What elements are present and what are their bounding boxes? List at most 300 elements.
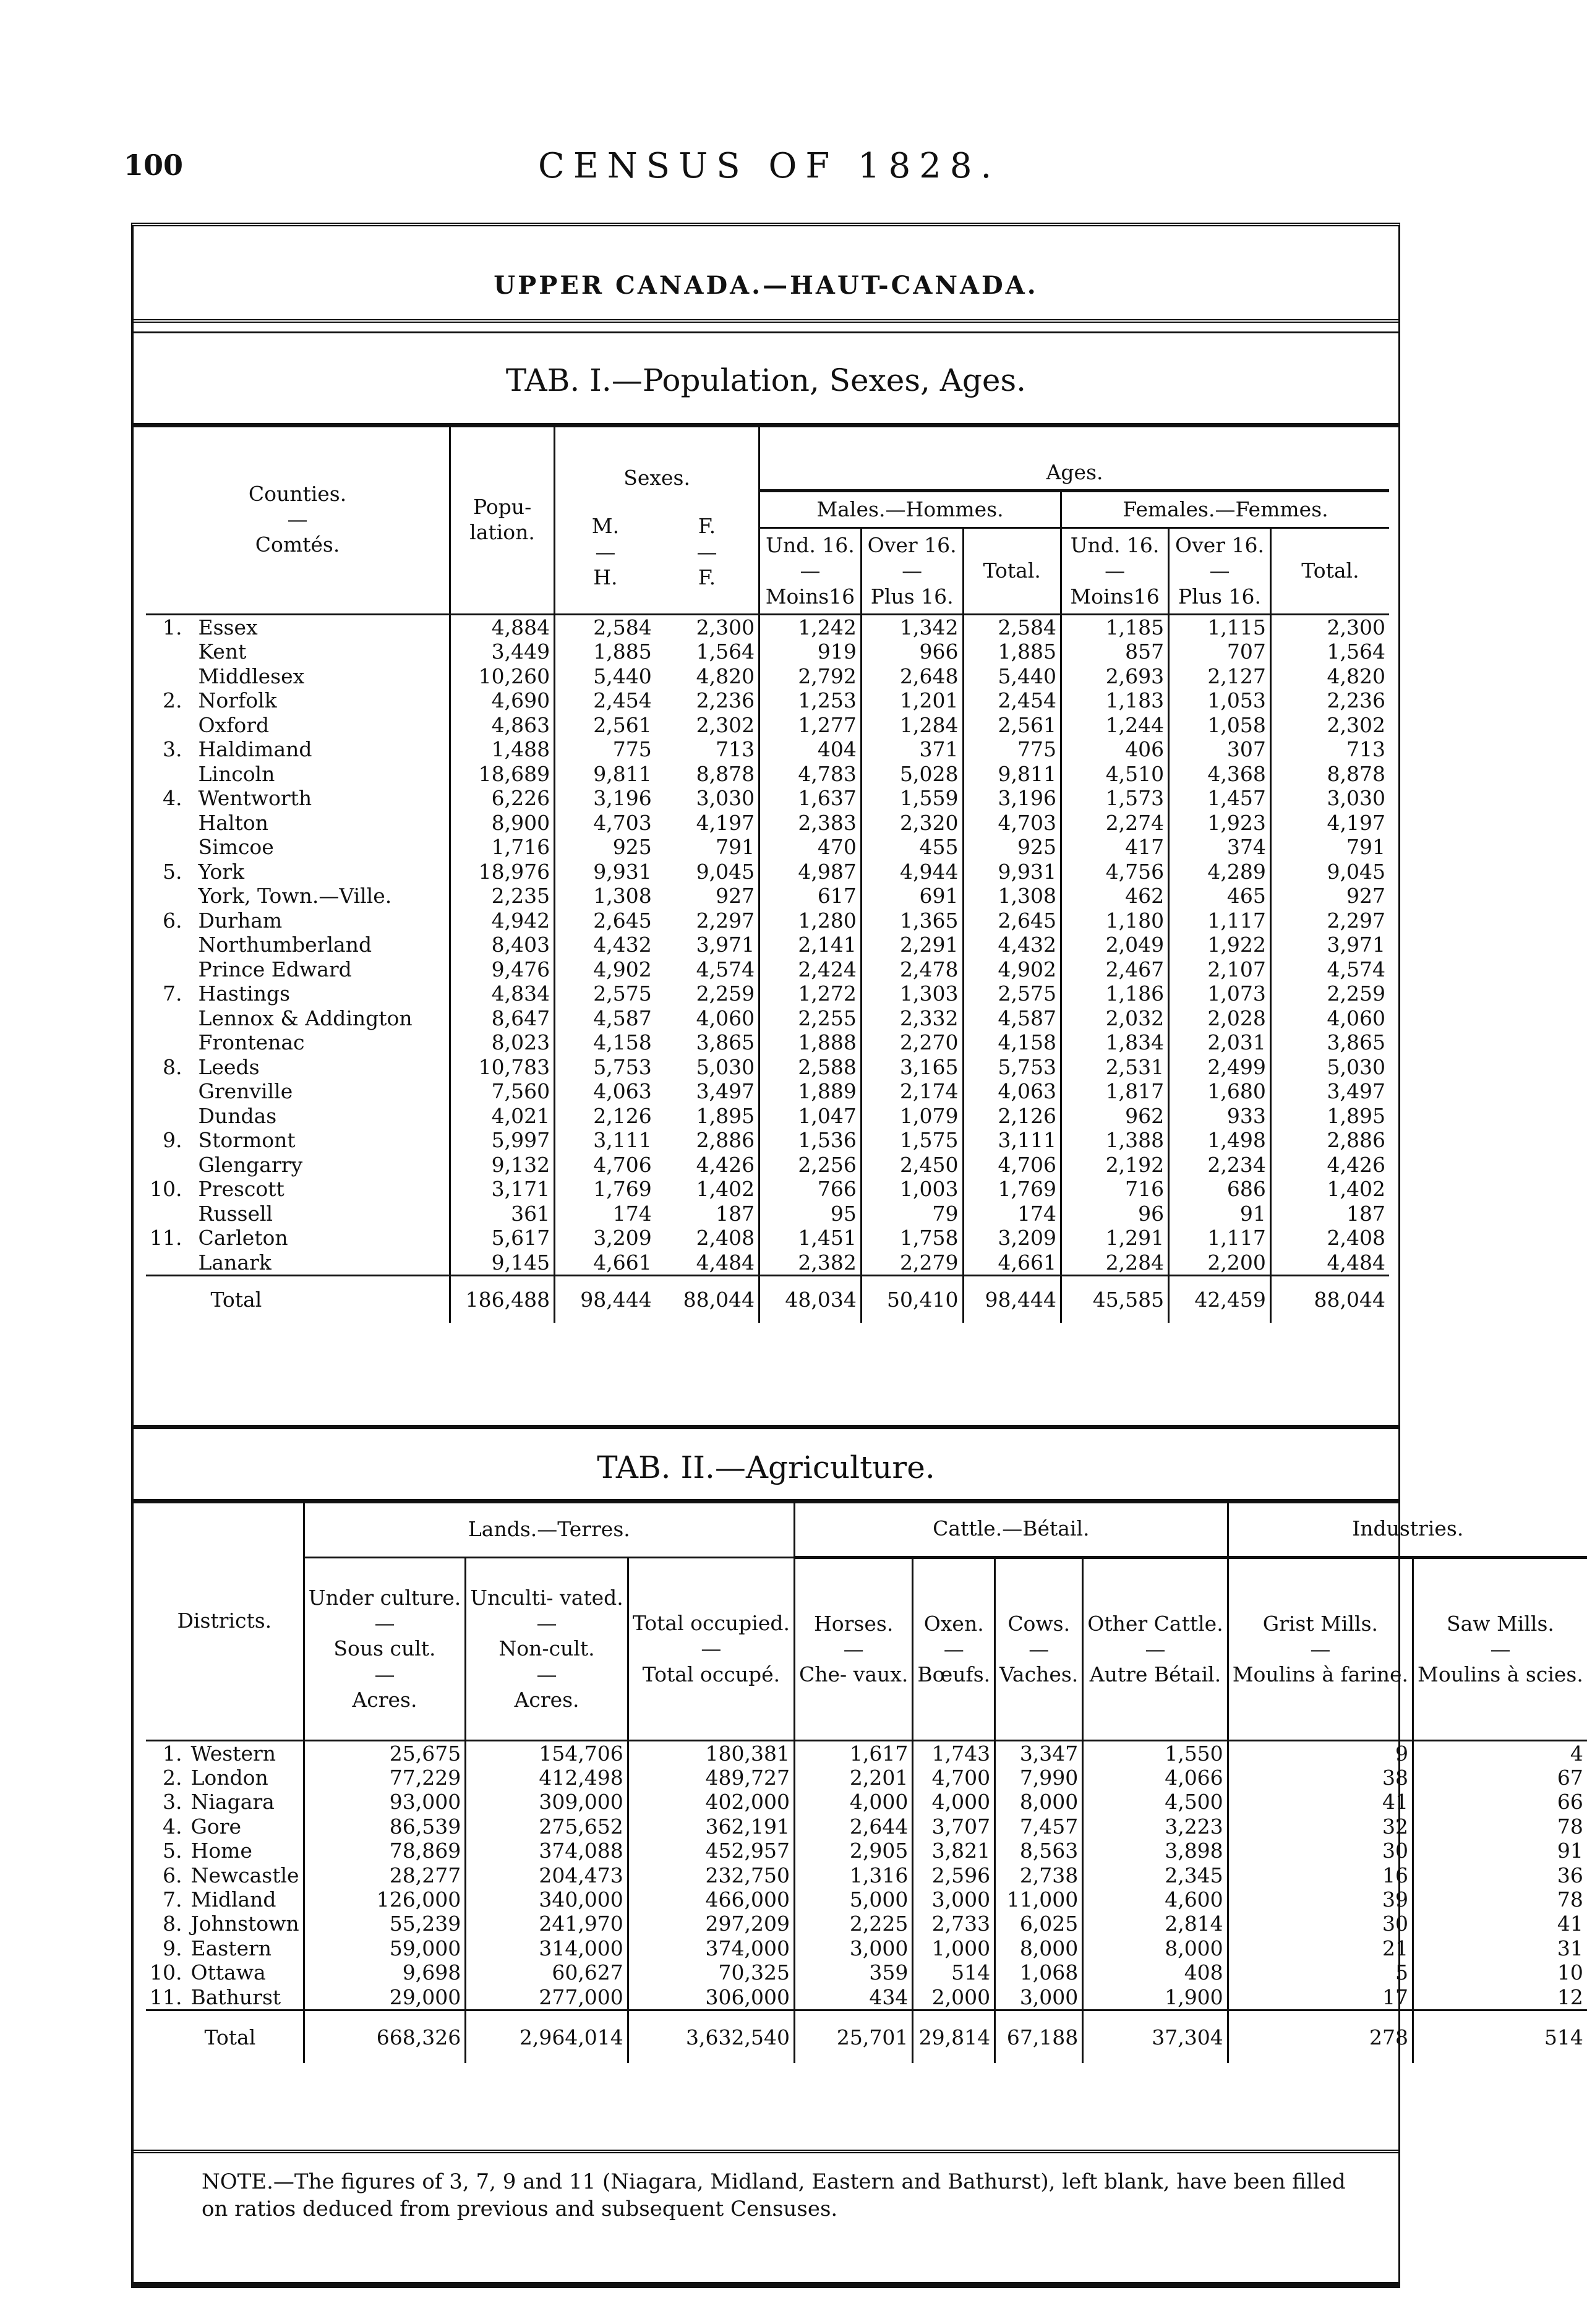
divider bbox=[134, 331, 1398, 333]
table-cell: 2,259 bbox=[696, 981, 755, 1006]
table-cell: 925 bbox=[963, 835, 1061, 860]
table-cell: 60,627 bbox=[466, 1960, 628, 1984]
table-row bbox=[146, 1912, 1587, 1936]
group-number bbox=[146, 811, 186, 835]
county-name: Leeds bbox=[198, 1054, 260, 1079]
table-cell: 4,000 bbox=[795, 1790, 913, 1814]
table-cell: 3,971 bbox=[696, 933, 755, 957]
table-row bbox=[146, 835, 1389, 860]
table-cell: 8,900 bbox=[450, 811, 555, 835]
table-cell: 79 bbox=[861, 1202, 963, 1226]
table-cell: 1,498 bbox=[1169, 1128, 1271, 1153]
table-cell: 1,550 bbox=[1083, 1740, 1228, 1766]
table-cell: 2,174 bbox=[861, 1079, 963, 1104]
group-number bbox=[146, 1153, 186, 1177]
group-number: 3. bbox=[162, 737, 182, 761]
table-cell: 2,383 bbox=[759, 811, 862, 835]
table-cell: 713 bbox=[716, 737, 755, 761]
table-cell: 3,000 bbox=[995, 1985, 1083, 2010]
table-cell: 1,201 bbox=[861, 688, 963, 713]
table-cell: 309,000 bbox=[466, 1790, 628, 1814]
table-cell: 455 bbox=[861, 835, 963, 860]
table-cell: 3,171 bbox=[450, 1177, 555, 1202]
table-cell: 2,225 bbox=[795, 1912, 913, 1936]
table-cell: 1,244 bbox=[1061, 713, 1168, 738]
total-cell: 42,459 bbox=[1169, 1276, 1271, 1323]
table-row bbox=[146, 1128, 1389, 1153]
county-name: Russell bbox=[198, 1201, 273, 1226]
table-cell: 4,942 bbox=[450, 908, 555, 933]
table-cell: 402,000 bbox=[628, 1790, 794, 1814]
table-row bbox=[146, 1250, 1389, 1276]
table-cell: 2,302 bbox=[1270, 713, 1389, 738]
table-cell: 9 bbox=[1228, 1740, 1413, 1766]
table-cell: 489,727 bbox=[628, 1766, 794, 1790]
table-cell: 2,259 bbox=[1270, 981, 1389, 1006]
district-name: Eastern bbox=[190, 1936, 272, 1960]
table-cell: 5,617 bbox=[450, 1226, 555, 1250]
county-name: Simcoe bbox=[198, 835, 274, 859]
county-name: Haldimand bbox=[198, 737, 312, 761]
table-cell: 36 bbox=[1413, 1863, 1587, 1887]
table-row bbox=[146, 762, 1389, 787]
table-cell: 4,368 bbox=[1169, 762, 1271, 787]
table-cell: 4,484 bbox=[1270, 1250, 1389, 1276]
total-cell: 668,326 bbox=[304, 2010, 466, 2063]
total-label: Total bbox=[204, 2025, 256, 2049]
total-cell: 29,814 bbox=[913, 2010, 995, 2063]
county-name: York bbox=[198, 859, 245, 884]
table-row bbox=[146, 737, 1389, 762]
table-cell: 4,197 bbox=[1270, 811, 1389, 835]
district-number: 1. bbox=[162, 1741, 182, 1766]
table-cell: 2,192 bbox=[1061, 1153, 1168, 1177]
table-cell: 21 bbox=[1228, 1936, 1413, 1960]
county-name: Middlesex bbox=[198, 664, 305, 688]
table-cell: 1,079 bbox=[861, 1104, 963, 1129]
table-cell: 2,028 bbox=[1169, 1006, 1271, 1031]
table-row bbox=[146, 1030, 1389, 1055]
table-cell: 1,365 bbox=[861, 908, 963, 933]
table-cell: 2,588 bbox=[759, 1055, 862, 1080]
group-number: 5. bbox=[162, 859, 182, 884]
table-cell: 2,575 bbox=[555, 981, 656, 1006]
table-cell: 1,068 bbox=[995, 1960, 1083, 1984]
table-cell: 5,030 bbox=[1270, 1055, 1389, 1080]
tab1-title: TAB. I.—Population, Sexes, Ages. bbox=[505, 362, 1027, 398]
ages-header: Ages. bbox=[759, 425, 1389, 490]
county-name: Lanark bbox=[198, 1250, 272, 1275]
table-cell: 1,457 bbox=[1169, 786, 1271, 811]
table-cell: 2,107 bbox=[1169, 957, 1271, 982]
m-header: M. — H. bbox=[555, 490, 656, 614]
table-cell: 1,617 bbox=[795, 1740, 913, 1766]
group-number: 7. bbox=[162, 981, 182, 1006]
table-cell: 452,957 bbox=[628, 1839, 794, 1863]
agriculture-table bbox=[146, 1502, 1587, 2063]
district-number: 3. bbox=[162, 1790, 182, 1814]
table-cell: 2,382 bbox=[759, 1250, 862, 1276]
table-cell: 1,280 bbox=[759, 908, 862, 933]
table-cell: 1,000 bbox=[913, 1936, 995, 1960]
total-cell: 48,034 bbox=[759, 1276, 862, 1323]
sexes-header: Sexes. bbox=[555, 425, 759, 490]
total-label: Total bbox=[210, 1287, 262, 1312]
table-cell: 2,584 bbox=[963, 614, 1061, 639]
table-cell: 1,186 bbox=[1061, 981, 1168, 1006]
table-cell: 4,574 bbox=[696, 957, 755, 981]
district-name: Ottawa bbox=[190, 1960, 266, 1985]
district-number: 2. bbox=[162, 1765, 182, 1790]
counties-header: Counties. — Comtés. bbox=[248, 481, 347, 557]
table-cell: 9,811 bbox=[555, 762, 656, 787]
table-cell: 4,587 bbox=[963, 1006, 1061, 1031]
table-cell: 232,750 bbox=[628, 1863, 794, 1887]
table-row bbox=[146, 688, 1389, 713]
table-cell: 3,497 bbox=[1270, 1079, 1389, 1104]
total-cell: 88,044 bbox=[683, 1287, 755, 1312]
table-cell: 404 bbox=[759, 737, 862, 762]
table-cell: 1,923 bbox=[1169, 811, 1271, 835]
table-cell: 93,000 bbox=[304, 1790, 466, 1814]
total-cell: 2,964,014 bbox=[466, 2010, 628, 2063]
table-cell: 2,127 bbox=[1169, 664, 1271, 689]
group-number bbox=[146, 835, 186, 860]
group-number bbox=[146, 639, 186, 664]
table-cell: 2,408 bbox=[696, 1226, 755, 1250]
table-cell: 4,706 bbox=[555, 1153, 656, 1177]
saw-mills-header: Saw Mills. — Moulins à scies. bbox=[1413, 1557, 1587, 1740]
table-cell: 4,783 bbox=[759, 762, 862, 787]
table-row bbox=[146, 933, 1389, 957]
table-cell: 1,047 bbox=[759, 1104, 862, 1129]
table-cell: 2,792 bbox=[759, 664, 862, 689]
table-cell: 1,559 bbox=[861, 786, 963, 811]
table-cell: 4,500 bbox=[1083, 1790, 1228, 1814]
table-cell: 4,902 bbox=[963, 957, 1061, 982]
table-cell: 2,693 bbox=[1061, 664, 1168, 689]
table-cell: 8,000 bbox=[995, 1790, 1083, 1814]
district-number: 11. bbox=[150, 1984, 182, 2009]
table-cell: 9,931 bbox=[555, 860, 656, 884]
table-cell: 5,000 bbox=[795, 1887, 913, 1912]
table-cell: 466,000 bbox=[628, 1887, 794, 1912]
table-row bbox=[146, 786, 1389, 811]
census-frame bbox=[131, 223, 1583, 2288]
district-name: Western bbox=[190, 1741, 276, 1766]
table-cell: 3,865 bbox=[1270, 1030, 1389, 1055]
divider bbox=[134, 2150, 1398, 2153]
table-row bbox=[146, 1960, 1587, 1984]
table-cell: 2,000 bbox=[913, 1985, 995, 2010]
table-row bbox=[146, 1202, 1389, 1226]
horses-header: Horses. — Che- vaux. bbox=[795, 1557, 913, 1740]
table-row bbox=[146, 860, 1389, 884]
cows-header: Cows. — Vaches. bbox=[995, 1557, 1083, 1740]
table-cell: 38 bbox=[1228, 1766, 1413, 1790]
table-cell: 17 bbox=[1228, 1985, 1413, 2010]
table-cell: 180,381 bbox=[628, 1740, 794, 1766]
table-cell: 2,256 bbox=[759, 1153, 862, 1177]
group-number: 9. bbox=[162, 1128, 182, 1152]
table-cell: 2,561 bbox=[555, 713, 656, 738]
table-cell: 4,756 bbox=[1061, 860, 1168, 884]
table-cell: 8,878 bbox=[1270, 762, 1389, 787]
table-cell: 2,200 bbox=[1169, 1250, 1271, 1276]
table-cell: 31 bbox=[1413, 1936, 1587, 1960]
group-number: 4. bbox=[162, 786, 182, 810]
table-row bbox=[146, 1177, 1389, 1202]
group-number bbox=[146, 1250, 186, 1276]
table-cell: 1,117 bbox=[1169, 908, 1271, 933]
table-cell: 314,000 bbox=[466, 1936, 628, 1960]
table-cell: 927 bbox=[716, 884, 755, 908]
county-name: Frontenac bbox=[198, 1030, 305, 1054]
table-cell: 154,706 bbox=[466, 1740, 628, 1766]
table-cell: 41 bbox=[1413, 1912, 1587, 1936]
table-cell: 5,440 bbox=[963, 664, 1061, 689]
table-cell: 9,145 bbox=[450, 1250, 555, 1276]
table-cell: 3,209 bbox=[963, 1226, 1061, 1250]
table-cell: 241,970 bbox=[466, 1912, 628, 1936]
total-cell: 98,444 bbox=[963, 1276, 1061, 1323]
table-cell: 791 bbox=[1270, 835, 1389, 860]
page-number: 100 bbox=[124, 148, 184, 182]
table-cell: 1,402 bbox=[696, 1177, 755, 1201]
table-cell: 2,270 bbox=[861, 1030, 963, 1055]
table-cell: 10 bbox=[1413, 1960, 1587, 1984]
table-cell: 4,661 bbox=[555, 1250, 656, 1276]
divider bbox=[134, 319, 1398, 323]
table-cell: 1,277 bbox=[759, 713, 862, 738]
district-number: 7. bbox=[162, 1887, 182, 1912]
group-number bbox=[146, 1202, 186, 1226]
table-cell: 1,303 bbox=[861, 981, 963, 1006]
county-name: Kent bbox=[198, 639, 247, 664]
table-cell: 4,902 bbox=[555, 957, 656, 982]
district-name: London bbox=[190, 1765, 268, 1790]
table-cell: 1,573 bbox=[1061, 786, 1168, 811]
males-header: Males.—Hommes. bbox=[759, 490, 1061, 528]
table-cell: 3,196 bbox=[963, 786, 1061, 811]
table-cell: 514 bbox=[913, 1960, 995, 1984]
table-cell: 412,498 bbox=[466, 1766, 628, 1790]
table-cell: 465 bbox=[1169, 884, 1271, 908]
table-cell: 4,158 bbox=[555, 1030, 656, 1055]
district-number: 4. bbox=[162, 1814, 182, 1839]
table-cell: 1,488 bbox=[450, 737, 555, 762]
table-cell: 716 bbox=[1061, 1177, 1168, 1202]
table-cell: 2,049 bbox=[1061, 933, 1168, 957]
table-cell: 4,944 bbox=[861, 860, 963, 884]
county-name: Oxford bbox=[198, 712, 270, 737]
table-cell: 2,905 bbox=[795, 1839, 913, 1863]
table-cell: 1,272 bbox=[759, 981, 862, 1006]
district-name: Bathurst bbox=[190, 1984, 281, 2009]
county-name: Hastings bbox=[198, 981, 291, 1006]
table-cell: 59,000 bbox=[304, 1936, 466, 1960]
table-cell: 2,645 bbox=[555, 908, 656, 933]
table-cell: 55,239 bbox=[304, 1912, 466, 1936]
total-cell: 3,632,540 bbox=[628, 2010, 794, 2063]
table-cell: 1,183 bbox=[1061, 688, 1168, 713]
district-number: 5. bbox=[162, 1839, 182, 1863]
table-cell: 1,316 bbox=[795, 1863, 913, 1887]
table-cell: 2,531 bbox=[1061, 1055, 1168, 1080]
table-cell: 1,402 bbox=[1270, 1177, 1389, 1202]
females-header: Females.—Femmes. bbox=[1061, 490, 1389, 528]
table-cell: 2,141 bbox=[759, 933, 862, 957]
table-cell: 3,707 bbox=[913, 1814, 995, 1839]
table-row bbox=[146, 1104, 1389, 1129]
table-cell: 8,878 bbox=[696, 761, 755, 786]
table-cell: 3,223 bbox=[1083, 1814, 1228, 1839]
table-cell: 187 bbox=[716, 1201, 755, 1226]
table-cell: 9,698 bbox=[304, 1960, 466, 1984]
table-cell: 3,030 bbox=[1270, 786, 1389, 811]
table-cell: 2,300 bbox=[696, 615, 755, 639]
district-name: Home bbox=[190, 1839, 252, 1863]
table-cell: 18,976 bbox=[450, 860, 555, 884]
table-row bbox=[146, 1814, 1587, 1839]
table-cell: 371 bbox=[861, 737, 963, 762]
district-name: Johnstown bbox=[190, 1912, 299, 1936]
table-row bbox=[146, 1055, 1389, 1080]
table-cell: 4,197 bbox=[696, 810, 755, 835]
table-total-row bbox=[146, 1276, 1389, 1323]
table-cell: 32 bbox=[1228, 1814, 1413, 1839]
table-cell: 2,499 bbox=[1169, 1055, 1271, 1080]
county-name: York, Town.—Ville. bbox=[198, 884, 392, 908]
table-cell: 933 bbox=[1169, 1104, 1271, 1129]
group-number bbox=[146, 1079, 186, 1104]
tab2-title: TAB. II.—Agriculture. bbox=[597, 1450, 935, 1485]
table-cell: 4,884 bbox=[450, 614, 555, 639]
table-cell: 2,467 bbox=[1061, 957, 1168, 982]
total-cell: 25,701 bbox=[795, 2010, 913, 2063]
group-number: 1. bbox=[162, 615, 182, 639]
table-cell: 2,300 bbox=[1270, 614, 1389, 639]
table-cell: 9,132 bbox=[450, 1153, 555, 1177]
table-cell: 4,690 bbox=[450, 688, 555, 713]
group-number: 11. bbox=[150, 1226, 182, 1250]
table-cell: 362,191 bbox=[628, 1814, 794, 1839]
table-cell: 4,834 bbox=[450, 981, 555, 1006]
table-cell: 1,308 bbox=[555, 884, 656, 908]
table-cell: 8,023 bbox=[450, 1030, 555, 1055]
table-cell: 9,476 bbox=[450, 957, 555, 982]
table-cell: 8,000 bbox=[995, 1936, 1083, 1960]
table-cell: 5,997 bbox=[450, 1128, 555, 1153]
table-cell: 18,689 bbox=[450, 762, 555, 787]
table-cell: 95 bbox=[759, 1202, 862, 1226]
total-cell: 37,304 bbox=[1083, 2010, 1228, 2063]
table-cell: 2,645 bbox=[963, 908, 1061, 933]
table-cell: 2,297 bbox=[1270, 908, 1389, 933]
population-header: Popu- lation. bbox=[450, 425, 555, 614]
cattle-header: Cattle.—Bétail. bbox=[795, 1502, 1228, 1557]
table-cell: 1,895 bbox=[1270, 1104, 1389, 1129]
industries-header: Industries. bbox=[1228, 1502, 1587, 1557]
table-cell: 2,886 bbox=[696, 1128, 755, 1152]
table-cell: 2,234 bbox=[1169, 1153, 1271, 1177]
table-cell: 2,284 bbox=[1061, 1250, 1168, 1276]
table-cell: 2,575 bbox=[963, 981, 1061, 1006]
table-cell: 39 bbox=[1228, 1887, 1413, 1912]
district-name: Niagara bbox=[190, 1790, 275, 1814]
table-cell: 3,347 bbox=[995, 1740, 1083, 1766]
total-cell: 278 bbox=[1228, 2010, 1413, 2063]
table-cell: 3,165 bbox=[861, 1055, 963, 1080]
table-cell: 275,652 bbox=[466, 1814, 628, 1839]
table-cell: 766 bbox=[759, 1177, 862, 1202]
f-header: F. — F. bbox=[696, 514, 717, 589]
table-cell: 187 bbox=[1270, 1202, 1389, 1226]
table-cell: 417 bbox=[1061, 835, 1168, 860]
table-cell: 406 bbox=[1061, 737, 1168, 762]
uncultivated-header: Unculti- vated. — Non-cult. — Acres. bbox=[466, 1557, 628, 1740]
table-cell: 2,320 bbox=[861, 811, 963, 835]
table-cell: 1,680 bbox=[1169, 1079, 1271, 1104]
table-cell: 6,025 bbox=[995, 1912, 1083, 1936]
table-cell: 3,030 bbox=[696, 786, 755, 810]
table-cell: 91 bbox=[1169, 1202, 1271, 1226]
table-cell: 4,000 bbox=[913, 1790, 995, 1814]
table-row bbox=[146, 884, 1389, 908]
table-cell: 28,277 bbox=[304, 1863, 466, 1887]
table-cell: 374,000 bbox=[628, 1936, 794, 1960]
table-cell: 1,115 bbox=[1169, 614, 1271, 639]
county-name: Lincoln bbox=[198, 761, 275, 786]
group-number bbox=[146, 957, 186, 982]
table-cell: 3,497 bbox=[696, 1079, 755, 1103]
county-name: Carleton bbox=[198, 1226, 288, 1250]
table-cell: 925 bbox=[555, 835, 656, 860]
table-cell: 91 bbox=[1413, 1839, 1587, 1863]
table-row bbox=[146, 1079, 1389, 1104]
table-cell: 1,834 bbox=[1061, 1030, 1168, 1055]
table-cell: 2,738 bbox=[995, 1863, 1083, 1887]
table-cell: 359 bbox=[795, 1960, 913, 1984]
group-number: 8. bbox=[162, 1054, 182, 1079]
table-cell: 791 bbox=[716, 835, 755, 859]
lands-header: Lands.—Terres. bbox=[304, 1502, 794, 1557]
table-cell: 1,885 bbox=[555, 639, 656, 664]
table-cell: 2,236 bbox=[1270, 688, 1389, 713]
county-name: Wentworth bbox=[198, 786, 312, 810]
table-cell: 86,539 bbox=[304, 1814, 466, 1839]
table-row bbox=[146, 1006, 1389, 1031]
county-name: Glengarry bbox=[198, 1152, 303, 1177]
table-cell: 3,111 bbox=[555, 1128, 656, 1153]
table-cell: 4,063 bbox=[555, 1079, 656, 1104]
table-cell: 361 bbox=[450, 1202, 555, 1226]
table-cell: 297,209 bbox=[628, 1912, 794, 1936]
table-cell: 4,060 bbox=[696, 1006, 755, 1030]
table-cell: 1,180 bbox=[1061, 908, 1168, 933]
table-cell: 174 bbox=[963, 1202, 1061, 1226]
table-cell: 3,971 bbox=[1270, 933, 1389, 957]
table-cell: 4,706 bbox=[963, 1153, 1061, 1177]
table-row bbox=[146, 981, 1389, 1006]
females-under16-header: Und. 16. — Moins16 bbox=[1061, 528, 1168, 614]
table-cell: 77,229 bbox=[304, 1766, 466, 1790]
table-cell: 174 bbox=[555, 1202, 656, 1226]
table-cell: 1,284 bbox=[861, 713, 963, 738]
table-cell: 2,235 bbox=[450, 884, 555, 908]
table-cell: 4,066 bbox=[1083, 1766, 1228, 1790]
table-cell: 2,886 bbox=[1270, 1128, 1389, 1153]
